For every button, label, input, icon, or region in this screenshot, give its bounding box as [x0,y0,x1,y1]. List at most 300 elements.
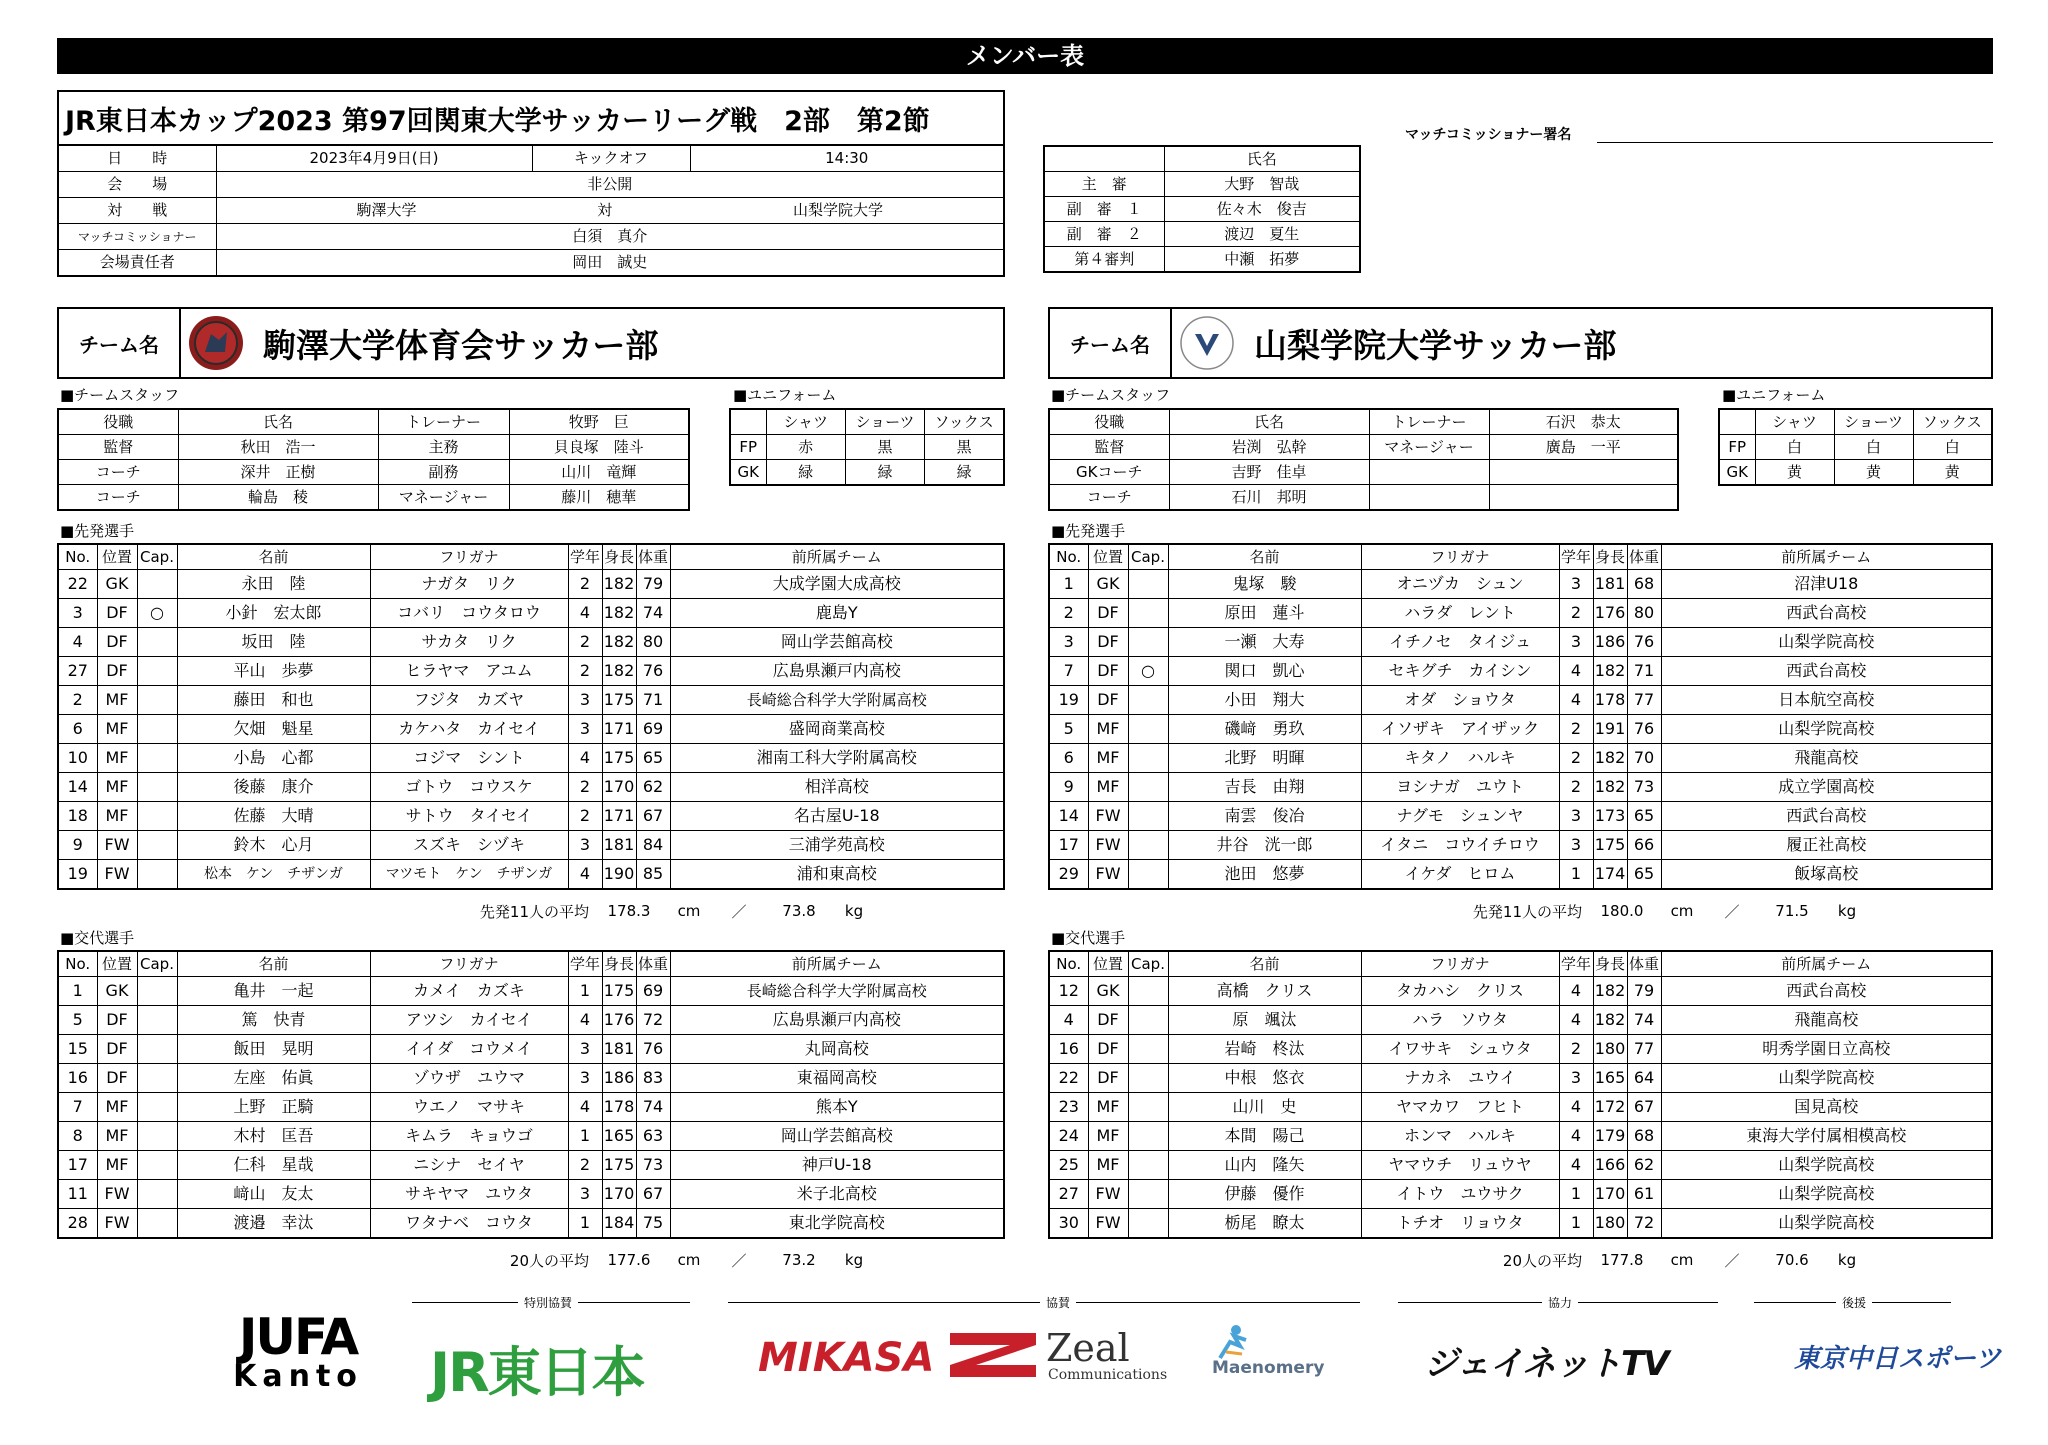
player-position: GK [1088,570,1128,599]
player-previous-team: 丸岡高校 [670,1035,1004,1064]
table-row [58,570,1004,599]
player-number: 9 [1049,773,1088,802]
player-position: MF [97,715,137,744]
player-furigana: イチノセ タイジュ [1361,628,1559,657]
player-height: 178 [1593,686,1627,715]
player-furigana: ゴトウ コウスケ [370,773,568,802]
player-position: FW [97,1180,137,1209]
player-furigana: アツシ カイセイ [370,1006,568,1035]
player-previous-team: 熊本Y [670,1093,1004,1122]
player-height: 165 [1593,1064,1627,1093]
player-previous-team: 東海大学付属相模高校 [1661,1122,1992,1151]
player-grade: 2 [568,802,602,831]
away-all-avg [1048,1249,1993,1271]
player-number: 16 [58,1064,97,1093]
header-kana: フリガナ [1361,544,1559,570]
kickoff-value: 14:30 [690,146,1003,172]
staff-name-header: 氏名 [1169,409,1369,435]
referee-table [1043,145,1361,273]
referee-role: 第４審判 [1044,247,1164,273]
jr-east-logo: JR東日本 [430,1341,644,1404]
avg-cm: cm [677,1251,701,1269]
avg-height: 178.3 [607,902,651,920]
player-position: DF [1088,657,1128,686]
player-previous-team: 盛岡商業高校 [670,715,1004,744]
signature-line[interactable] [1597,142,1993,143]
away-team-name: 山梨学院大学サッカー部 [1254,325,1617,365]
player-furigana: イイダ コウメイ [370,1035,568,1064]
player-position: MF [1088,1122,1128,1151]
player-previous-team: 西武台高校 [1661,599,1992,628]
home-starters-table [57,543,1005,890]
header-no: No. [1049,544,1088,570]
referee-header-blank [1044,146,1164,172]
player-name: 山川 史 [1168,1093,1361,1122]
header-prev: 前所属チーム [1661,544,1992,570]
player-position: MF [97,802,137,831]
player-position: MF [1088,773,1128,802]
player-grade: 2 [1559,599,1593,628]
player-captain [137,715,177,744]
player-grade: 4 [1559,686,1593,715]
table-row [1049,860,1992,890]
away-team-label: チーム名 [1050,309,1172,377]
player-grade: 2 [1559,773,1593,802]
player-captain [1128,599,1168,628]
player-captain [1128,1006,1168,1035]
uniform-shirt: 黄 [1755,460,1834,486]
referee-header-name: 氏名 [1164,146,1360,172]
player-grade: 1 [1559,1209,1593,1239]
uniform-socks: 白 [1913,435,1992,460]
player-name: 中根 悠衣 [1168,1064,1361,1093]
header-cap: Cap. [137,951,177,977]
player-weight: 61 [1627,1180,1661,1209]
table-row [58,1180,1004,1209]
staff-name: 岩渕 弘幹 [1169,435,1369,460]
player-number: 6 [1049,744,1088,773]
player-furigana: ハラダ レント [1361,599,1559,628]
player-height: 166 [1593,1151,1627,1180]
table-row [1049,977,1992,1006]
zeal-logo: Zeal [1046,1326,1130,1370]
player-number: 1 [58,977,97,1006]
away-subs-table [1048,950,1993,1239]
player-grade: 4 [568,860,602,890]
staff-name: 牧野 巨 [509,409,689,435]
player-grade: 2 [1559,744,1593,773]
staff-role: マネージャー [378,485,509,511]
zeal-mark-icon [950,1333,1036,1377]
avg-slash: ／ [731,1251,747,1270]
player-grade: 1 [1559,1180,1593,1209]
player-weight: 64 [1627,1064,1661,1093]
player-previous-team: 西武台高校 [1661,802,1992,831]
uniform-shirt: 白 [1755,435,1834,460]
player-furigana: ヨシナガ ユウト [1361,773,1559,802]
player-name: 篤 快青 [177,1006,370,1035]
player-height: 170 [602,1180,636,1209]
header-height: 身長 [1593,951,1627,977]
uniform-socks-header: ソックス [925,409,1004,435]
player-weight: 65 [1627,802,1661,831]
uniform-shirt-header: シャツ [766,409,845,435]
player-captain [1128,570,1168,599]
away-staff-table [1048,408,1679,511]
staff-name: 輪島 稜 [178,485,378,511]
jufa-kanto-logo [218,1308,378,1394]
header-name: 名前 [1168,544,1361,570]
player-position: MF [1088,1151,1128,1180]
player-grade: 4 [1559,657,1593,686]
player-number: 12 [1049,977,1088,1006]
home-team-short: 駒澤大学 [356,201,417,219]
player-previous-team: 山梨学院高校 [1661,1151,1992,1180]
player-name: 関口 凱心 [1168,657,1361,686]
player-weight: 76 [1627,715,1661,744]
player-weight: 79 [636,570,670,599]
player-previous-team: 飛龍高校 [1661,1006,1992,1035]
player-weight: 69 [636,715,670,744]
player-name: 渡邉 幸汰 [177,1209,370,1239]
jnet-tv-logo: ジェイネットTV [1424,1344,1669,1384]
player-previous-team: 東福岡高校 [670,1064,1004,1093]
referee-name: 大野 智哉 [1164,172,1360,197]
player-furigana: イワサキ シュウタ [1361,1035,1559,1064]
avg-slash: ／ [1724,1251,1740,1270]
jufa-logo-text: JUFA [238,1308,358,1366]
avg-weight: 73.2 [782,1251,816,1269]
player-number: 30 [1049,1209,1088,1239]
avg-weight: 71.5 [1775,902,1809,920]
player-furigana: ヤマウチ リュウヤ [1361,1151,1559,1180]
header-cap: Cap. [1128,951,1168,977]
player-number: 19 [1049,686,1088,715]
table-row [1049,1180,1992,1209]
player-grade: 1 [1559,860,1593,890]
table-row [1049,599,1992,628]
player-previous-team: 山梨学院高校 [1661,628,1992,657]
staff-name: 秋田 浩一 [178,435,378,460]
uniform-shorts: 緑 [845,460,924,486]
player-weight: 62 [1627,1151,1661,1180]
komazawa-emblem-icon [181,314,251,372]
avg-weight: 73.8 [782,902,816,920]
player-furigana: ヒラヤマ アユム [370,657,568,686]
player-number: 29 [1049,860,1088,890]
player-grade: 3 [1559,1064,1593,1093]
player-position: FW [1088,860,1128,890]
player-captain [1128,628,1168,657]
player-name: 岩崎 柊汰 [1168,1035,1361,1064]
player-height: 170 [1593,1180,1627,1209]
player-previous-team: 西武台高校 [1661,977,1992,1006]
staff-role: GKコーチ [1049,460,1169,485]
player-height: 182 [602,628,636,657]
player-number: 11 [58,1180,97,1209]
table-row [1049,1151,1992,1180]
table-row [58,860,1004,890]
date-value: 2023年4月9日(日) [216,146,532,172]
header-name: 名前 [177,544,370,570]
player-captain [1128,860,1168,890]
home-starters-block [57,543,1005,890]
uniform-socks: 黄 [1913,460,1992,486]
header-height: 身長 [1593,544,1627,570]
uniform-shirt: 赤 [766,435,845,460]
player-height: 171 [602,802,636,831]
player-height: 165 [602,1122,636,1151]
uniform-socks-header: ソックス [1913,409,1992,435]
uniform-type: GK [1719,460,1755,486]
table-row [1049,570,1992,599]
kickoff-label: キックオフ [532,146,690,172]
player-height: 186 [1593,628,1627,657]
table-row [58,802,1004,831]
commissioner-value: 白須 真介 [216,224,1003,250]
kanto-logo-text: Kanto [233,1359,363,1394]
player-height: 175 [602,686,636,715]
table-row [58,1035,1004,1064]
home-staff-table [57,408,690,511]
player-weight: 70 [1627,744,1661,773]
player-name: 鬼塚 駿 [1168,570,1361,599]
player-captain [1128,1064,1168,1093]
header-pos: 位置 [97,544,137,570]
player-captain [137,1122,177,1151]
avg-weight: 70.6 [1775,1251,1809,1269]
player-height: 171 [602,715,636,744]
player-weight: 72 [636,1006,670,1035]
player-height: 176 [1593,599,1627,628]
player-captain [1128,977,1168,1006]
away-uniform-section: ■ユニフォーム [1722,386,1826,404]
player-captain [137,1035,177,1064]
player-previous-team: 名古屋U-18 [670,802,1004,831]
date-label: 日 時 [59,146,216,172]
player-position: DF [1088,686,1128,715]
avg-slash: ／ [1724,902,1740,921]
home-staff-section: ■チームスタッフ [60,386,180,404]
header-no: No. [58,951,97,977]
player-name: 小針 宏太郎 [177,599,370,628]
player-height: 191 [1593,715,1627,744]
player-name: 左座 佑眞 [177,1064,370,1093]
home-all-avg [57,1249,1005,1271]
player-position: MF [1088,1093,1128,1122]
header-height: 身長 [602,951,636,977]
player-number: 3 [58,599,97,628]
player-grade: 4 [568,744,602,773]
player-previous-team: 米子北高校 [670,1180,1004,1209]
player-position: FW [1088,802,1128,831]
player-height: 175 [602,744,636,773]
player-captain [137,831,177,860]
player-previous-team: 三浦学苑高校 [670,831,1004,860]
player-captain [137,1006,177,1035]
player-previous-team: 広島県瀬戸内高校 [670,657,1004,686]
player-previous-team: 長崎総合科学大学附属高校 [670,686,1004,715]
player-grade: 2 [1559,1035,1593,1064]
player-captain [137,1151,177,1180]
uniform-shirt-header: シャツ [1755,409,1834,435]
player-previous-team: 履正社高校 [1661,831,1992,860]
table-row [58,977,1004,1006]
staff-name: 深井 正樹 [178,460,378,485]
player-name: 一瀬 大寿 [1168,628,1361,657]
header-grade: 学年 [568,951,602,977]
uniform-shirt: 緑 [766,460,845,486]
player-grade: 4 [568,1093,602,1122]
player-weight: 79 [1627,977,1661,1006]
uniform-shorts: 黄 [1834,460,1913,486]
table-row [1049,831,1992,860]
player-previous-team: 国見高校 [1661,1093,1992,1122]
player-position: DF [97,628,137,657]
player-position: DF [1088,1006,1128,1035]
player-weight: 76 [636,657,670,686]
table-row [1049,1093,1992,1122]
player-weight: 83 [636,1064,670,1093]
player-name: 佐藤 大晴 [177,802,370,831]
staff-name: 吉野 佳卓 [1169,460,1369,485]
avg-kg: kg [844,1251,864,1269]
table-row [58,1093,1004,1122]
header-prev: 前所属チーム [1661,951,1992,977]
player-number: 10 [58,744,97,773]
player-number: 1 [1049,570,1088,599]
player-position: FW [1088,1180,1128,1209]
vs-row [216,198,1003,224]
home-subs-block [57,950,1005,1239]
player-furigana: コジマ シント [370,744,568,773]
player-number: 7 [58,1093,97,1122]
table-row [1049,686,1992,715]
table-row [1049,628,1992,657]
player-number: 2 [1049,599,1088,628]
home-uniform-section: ■ユニフォーム [733,386,837,404]
player-position: DF [97,1006,137,1035]
player-weight: 71 [636,686,670,715]
player-position: MF [97,1122,137,1151]
player-weight: 63 [636,1122,670,1151]
player-name: 仁科 星哉 [177,1151,370,1180]
player-captain [137,802,177,831]
table-row [1049,744,1992,773]
header-pos: 位置 [1088,951,1128,977]
player-furigana: イトウ ユウサク [1361,1180,1559,1209]
player-name: 栃尾 瞭太 [1168,1209,1361,1239]
referee-role: 副 審 ２ [1044,222,1164,247]
uniform-type: GK [730,460,766,486]
player-grade: 4 [568,599,602,628]
player-number: 5 [58,1006,97,1035]
player-grade: 2 [568,657,602,686]
player-height: 182 [602,570,636,599]
player-position: GK [97,977,137,1006]
player-position: FW [97,1209,137,1239]
player-previous-team: 大成学園大成高校 [670,570,1004,599]
player-number: 24 [1049,1122,1088,1151]
home-team-label: チーム名 [59,309,181,377]
player-furigana: イソザキ アイザック [1361,715,1559,744]
table-row [58,686,1004,715]
player-name: 高橋 クリス [1168,977,1361,1006]
player-position: MF [1088,744,1128,773]
player-grade: 4 [1559,977,1593,1006]
player-number: 14 [1049,802,1088,831]
avg-cm: cm [1670,1251,1694,1269]
player-weight: 73 [636,1151,670,1180]
player-name: 磯﨑 勇玖 [1168,715,1361,744]
player-weight: 76 [636,1035,670,1064]
player-name: 山内 隆矢 [1168,1151,1361,1180]
player-furigana: サトウ タイセイ [370,802,568,831]
player-position: DF [1088,628,1128,657]
player-number: 14 [58,773,97,802]
table-row [58,1064,1004,1093]
player-height: 181 [1593,570,1627,599]
player-height: 182 [1593,977,1627,1006]
player-captain [1128,715,1168,744]
player-name: 小田 翔大 [1168,686,1361,715]
player-previous-team: 神戸U-18 [670,1151,1004,1180]
uniform-socks: 緑 [925,460,1004,486]
player-furigana: トチオ リョウタ [1361,1209,1559,1239]
player-grade: 3 [1559,628,1593,657]
header-kana: フリガナ [1361,951,1559,977]
header-cap: Cap. [1128,544,1168,570]
player-position: MF [97,1151,137,1180]
player-grade: 3 [568,1064,602,1093]
player-grade: 3 [568,686,602,715]
referee-name: 中瀬 拓夢 [1164,247,1360,273]
player-name: 亀井 一起 [177,977,370,1006]
player-position: FW [97,860,137,890]
player-captain [1128,773,1168,802]
staff-role-header: 役職 [1049,409,1169,435]
avg-label: 先発11人の平均 [479,902,589,921]
player-height: 181 [602,1035,636,1064]
match-title: JR東日本カップ2023 第97回関東大学サッカーリーグ戦 2部 第2節 [59,92,1003,146]
header-prev: 前所属チーム [670,951,1004,977]
mikasa-logo: MIKASA [758,1335,935,1381]
table-row [1049,1035,1992,1064]
table-row [58,1151,1004,1180]
staff-name: 藤川 穂華 [509,485,689,511]
player-previous-team: 飛龍高校 [1661,744,1992,773]
table-row [1049,773,1992,802]
home-subs-section: ■交代選手 [60,929,135,947]
player-height: 180 [1593,1035,1627,1064]
player-number: 25 [1049,1151,1088,1180]
player-name: 鈴木 心月 [177,831,370,860]
player-position: GK [97,570,137,599]
player-position: DF [1088,1064,1128,1093]
staff-role: コーチ [1049,485,1169,511]
player-weight: 71 [1627,657,1661,686]
table-row [1049,657,1992,686]
player-grade: 3 [568,715,602,744]
away-starters-avg [1048,900,1993,922]
player-furigana: ナガタ リク [370,570,568,599]
player-furigana: ナカネ ユウイ [1361,1064,1559,1093]
table-row [58,628,1004,657]
header-kana: フリガナ [370,951,568,977]
player-name: 﨑山 友太 [177,1180,370,1209]
staff-role: コーチ [58,485,178,511]
player-number: 8 [58,1122,97,1151]
